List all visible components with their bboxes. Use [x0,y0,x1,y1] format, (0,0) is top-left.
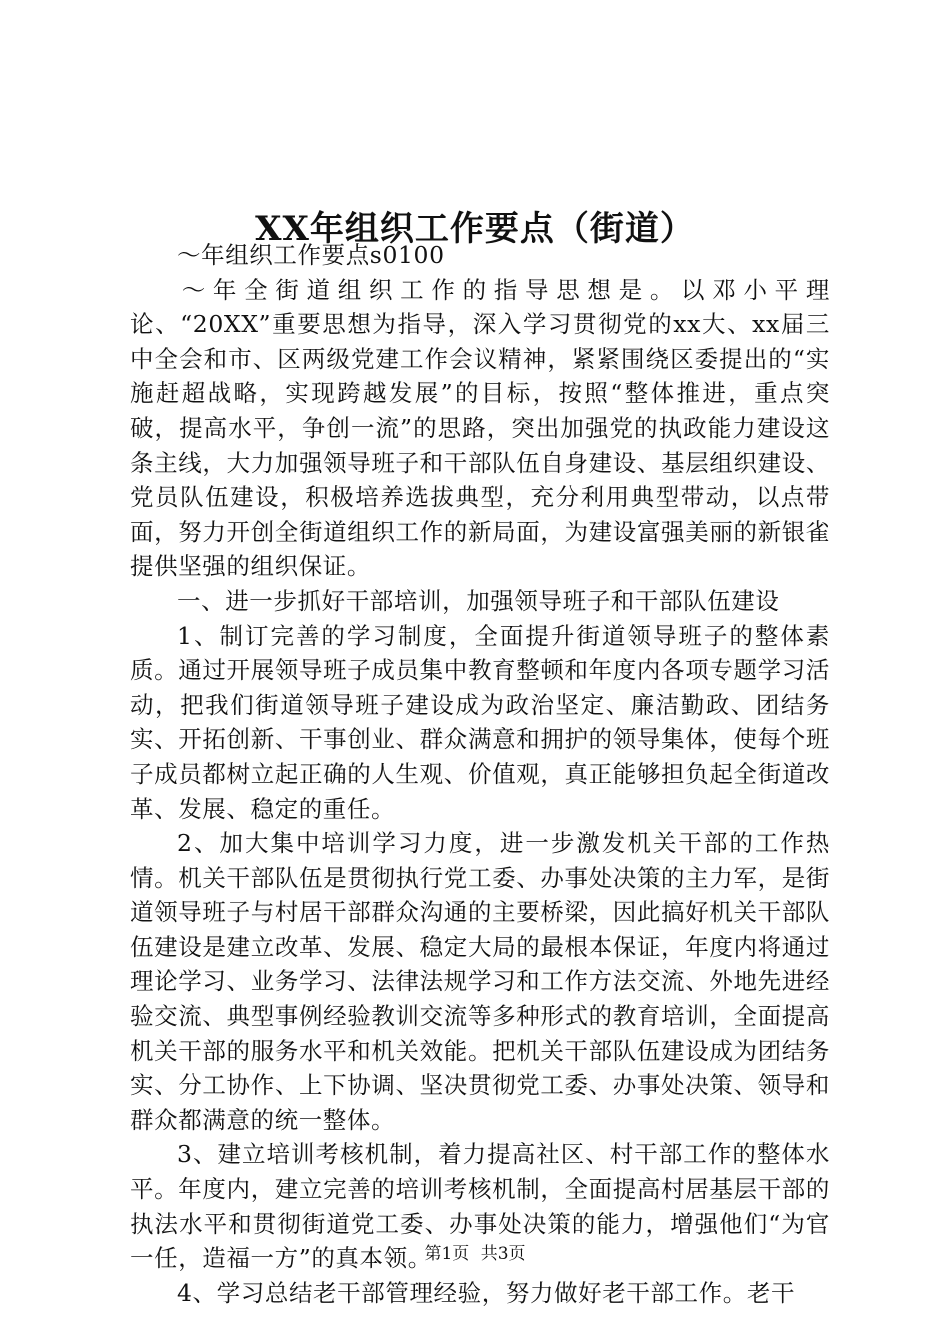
paragraph-item-1: 1、制订完善的学习制度，全面提升街道领导班子的整体素质。通过开展领导班子成员集中教育整顿和年度内各项专题学习活动，把我们街道领导班子建设成为政治坚定、廉洁勤政、团结务实、开拓创新、干事创业、群众满意和拥护的领导集体，使每个班子成员都树立起正确的人生观、价值观，真正能够担负起全街道改革、发展、稳定的重任。 [130,621,830,823]
document-subtitle: ～年组织工作要点s0100 [177,241,445,269]
page-number: 第1页 [424,1244,470,1264]
document-body [130,238,830,1310]
page-total: 共3页 [480,1244,526,1264]
paragraph-item-3: 3、建立培训考核机制，着力提高社区、村干部工作的整体水平。年度内，建立完善的培训考核机制，全面提高村居基层干部的执法水平和贯彻街道党工委、办事处决策的能力，增强他们“为官一任，造福一方”的真本领。 [130,1140,830,1273]
document-title: XX年组织工作要点（街道） [255,208,695,249]
paragraph-guiding-principle: ～年全街道组织工作的指导思想是。以邓小平理论、“20XX”重要思想为指导，深入学习贯彻党的xx大、xx届三中全会和市、区两级党建工作会议精神，紧紧围绕区委提出的“实施赶超战略，实现跨越发展”的目标，按照“整体推进，重点突破，提高水平，争创一流”的思路，突出加强党的执政能力建设这条主线，大力加强领导班子和干部队伍自身建设、基层组织建设、党员队伍建设，积极培养选拔典型，充分利用典型带动，以点带面，努力开创全街道组织工作的新局面，为建设富强美丽的新银雀提供坚强的组织保证。 [130,275,830,581]
section-heading-1: 一、进一步抓好干部培训，加强领导班子和干部队伍建设 [177,586,780,615]
page-footer [0,1243,950,1265]
paragraph-item-4: 4、学习总结老干部管理经验，努力做好老干部工作。老干 [177,1278,796,1307]
paragraph-item-2: 2、加大集中培训学习力度，进一步激发机关干部的工作热情。机关干部队伍是贯彻执行党工委、办事处决策的主力军，是街道领导班子与村居干部群众沟通的主要桥梁，因此搞好机关干部队伍建设是建立改革、发展、稳定大局的最根本保证，年度内将通过理论学习、业务学习、法律法规学习和工作方法交流、外地先进经验交流、典型事例经验教训交流等多种形式的教育培训，全面提高机关干部的服务水平和机关效能。把机关干部队伍建设成为团结务实、分工协作、上下协调、坚决贯彻党工委、办事处决策、领导和群众都满意的统一整体。 [130,829,830,1134]
